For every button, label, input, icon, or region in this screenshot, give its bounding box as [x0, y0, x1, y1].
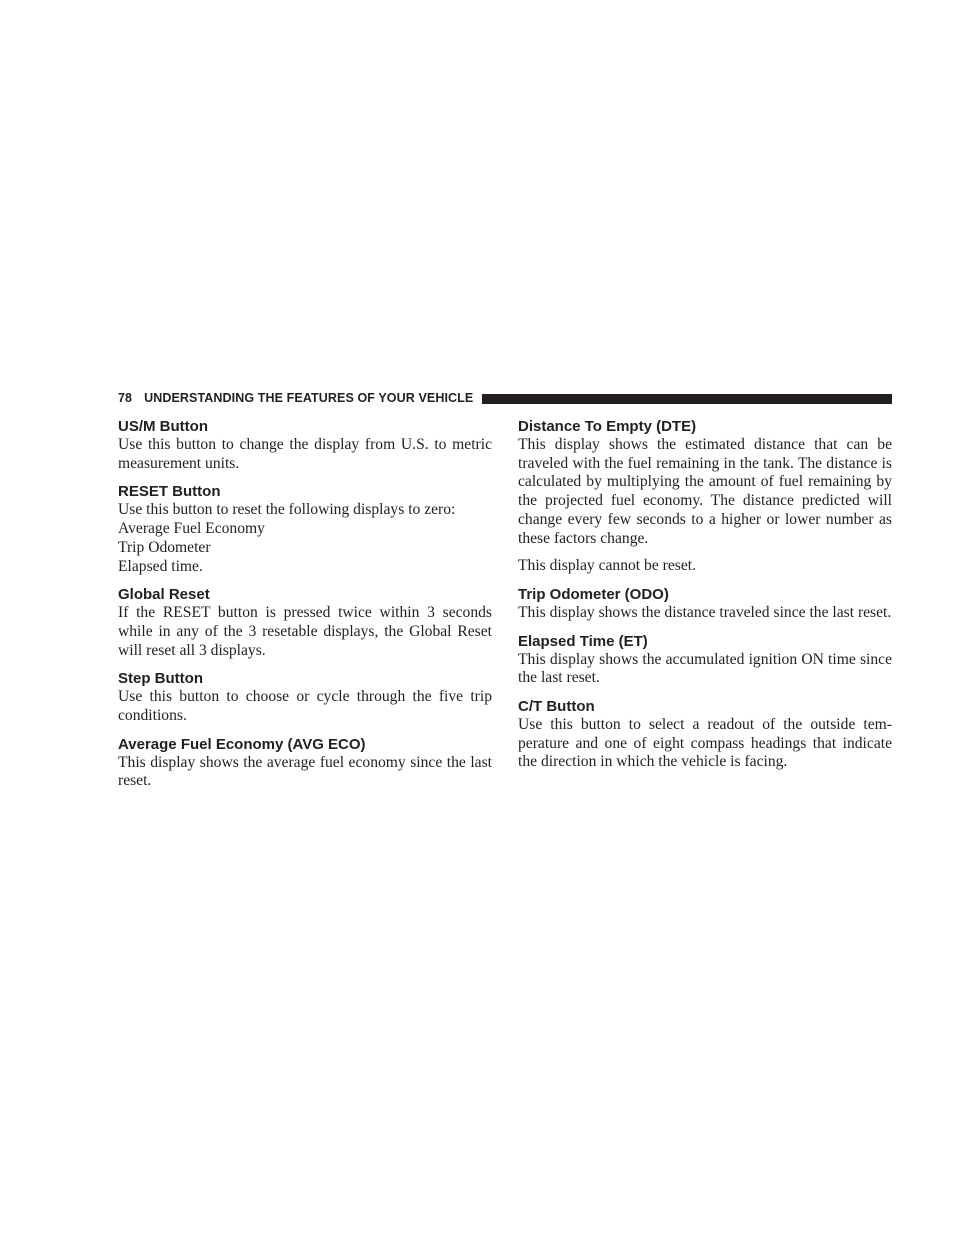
list-item: Elapsed time.	[118, 557, 203, 575]
list-item: Trip Odometer	[118, 538, 211, 556]
header-rule	[482, 394, 892, 404]
section-reset-button	[118, 482, 492, 576]
page-header	[118, 389, 892, 407]
right-column	[518, 417, 892, 772]
section-body: This display shows the accumulated ignition ON time since the last reset.	[518, 650, 892, 687]
section-body: This display shows the average fuel economy since the last reset.	[118, 753, 492, 790]
section-heading: RESET Button	[118, 483, 221, 501]
section-body: Use this button to reset the following displays to zero:	[118, 501, 456, 519]
section-note: This display cannot be reset.	[518, 557, 696, 575]
chapter-title: UNDERSTANDING THE FEATURES OF YOUR VEHICLE	[144, 391, 474, 405]
section-body: Use this button to change the display from U.S. to metric measurement units.	[118, 436, 492, 472]
section-heading: Trip Odometer (ODO)	[518, 585, 669, 603]
page-number: 78	[118, 391, 133, 405]
section-body: This display shows the estimated distance that can be traveled with the fuel remaining in the tank. The distance is calculated by multiplying the amount of fuel remaining by the projected fuel economy. The distance predicted will change every few seconds to a higher or lower number as these factors change.	[518, 436, 892, 547]
section-global-reset	[118, 585, 492, 660]
section-body: Use this button to select a readout of the outside temperature and one of eight compass headings that indicate the direction in which the vehicle is facing.	[518, 716, 892, 771]
section-odo	[518, 585, 892, 623]
section-avg-eco	[118, 735, 492, 791]
left-column	[118, 417, 492, 791]
section-body: This display shows the distance traveled since the last reset.	[518, 603, 892, 621]
section-ct-button	[518, 697, 892, 772]
section-heading: C/T Button	[518, 698, 595, 716]
section-heading: Elapsed Time (ET)	[518, 632, 648, 650]
section-et	[518, 632, 892, 688]
section-heading: Distance To Empty (DTE)	[518, 418, 697, 435]
section-body: If the RESET button is pressed twice within 3 seconds while in any of the 3 resetable displays, the Global Reset will reset all 3 displays.	[118, 604, 492, 659]
section-heading: Step Button	[118, 670, 203, 688]
list-item: Average Fuel Economy	[118, 520, 265, 538]
section-dte	[518, 417, 892, 576]
section-heading: US/M Button	[118, 418, 208, 435]
section-step-button	[118, 669, 492, 725]
section-heading: Global Reset	[118, 586, 210, 604]
section-heading: Average Fuel Economy (AVG ECO)	[118, 735, 366, 753]
section-body: Use this button to choose or cycle through the five trip conditions.	[118, 688, 492, 725]
section-usm-button	[118, 417, 492, 473]
